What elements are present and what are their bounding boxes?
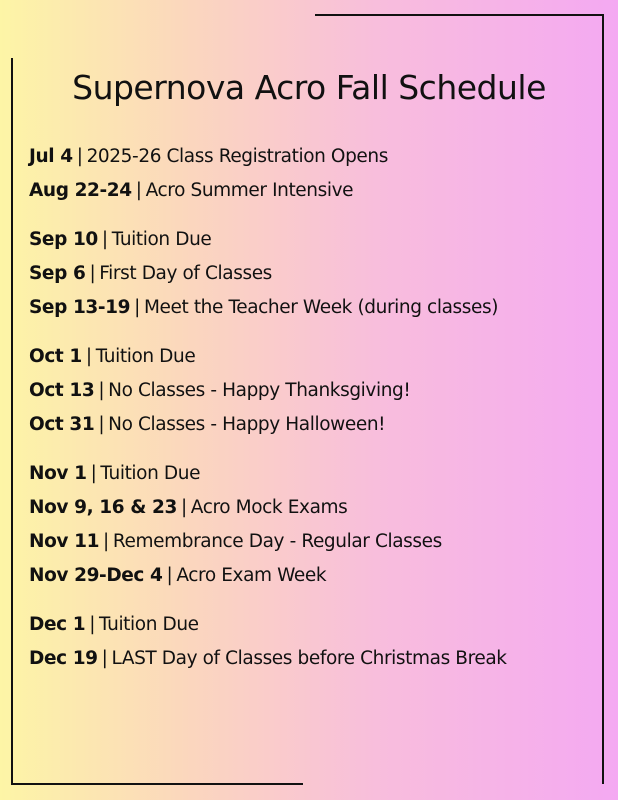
event-item [29,608,604,642]
event-date: Nov 11 [29,531,100,552]
event-separator: | [135,180,142,201]
event-date: Nov 9, 16 & 23 [29,497,177,518]
event-list [29,140,604,691]
event-description: No Classes - Happy Halloween! [108,414,386,435]
event-date: Aug 22-24 [29,180,132,201]
event-item [29,340,604,374]
event-date: Sep 6 [29,263,86,284]
event-description: Remembrance Day - Regular Classes [112,531,442,552]
event-date: Nov 29-Dec 4 [29,565,163,586]
event-separator: | [98,380,105,401]
frame-bottom-line [11,783,303,785]
page-title: Supernova Acro Fall Schedule [72,68,546,108]
event-description: Acro Summer Intensive [145,180,354,201]
event-item [29,374,604,408]
event-date: Sep 13-19 [29,297,131,318]
event-description: Acro Mock Exams [190,497,348,518]
event-date: Oct 31 [29,414,95,435]
event-item [29,642,604,676]
event-date: Dec 1 [29,614,86,635]
event-description: Tuition Due [95,346,196,367]
event-item [29,559,604,593]
event-item [29,491,604,525]
event-item [29,457,604,491]
event-separator: | [101,648,108,669]
event-item [29,140,604,174]
event-separator: | [98,414,105,435]
event-description: Tuition Due [99,614,199,635]
event-date: Sep 10 [29,229,98,250]
event-item [29,291,604,325]
event-item [29,525,604,559]
event-separator: | [76,146,83,167]
event-description: First Day of Classes [99,263,272,284]
event-description: Tuition Due [100,463,201,484]
event-item [29,223,604,257]
event-separator: | [134,297,140,318]
event-separator: | [89,263,96,284]
event-group [29,140,604,208]
event-description: Tuition Due [111,229,212,250]
event-item [29,408,604,442]
event-description: Acro Exam Week [176,565,327,586]
event-separator: | [90,463,97,484]
event-separator: | [166,565,173,586]
frame-left-line [11,58,13,785]
event-date: Oct 13 [29,380,95,401]
event-separator: | [101,229,108,250]
frame-top-line [315,14,604,16]
event-description: Meet the Teacher Week (during classes) [143,297,499,318]
event-separator: | [89,614,96,635]
event-item [29,257,604,291]
event-date: Jul 4 [29,146,73,167]
event-group [29,340,604,442]
event-group [29,457,604,593]
event-separator: | [85,346,92,367]
event-description: No Classes - Happy Thanksgiving! [108,380,411,401]
event-item [29,174,604,208]
event-date: Oct 1 [29,346,82,367]
event-description: 2025-26 Class Registration Opens [86,146,388,167]
event-group [29,608,604,676]
event-group [29,223,604,325]
event-separator: | [180,497,187,518]
event-description: LAST Day of Classes before Christmas Break [111,648,507,669]
event-date: Dec 19 [29,648,98,669]
event-separator: | [103,531,109,552]
event-date: Nov 1 [29,463,87,484]
